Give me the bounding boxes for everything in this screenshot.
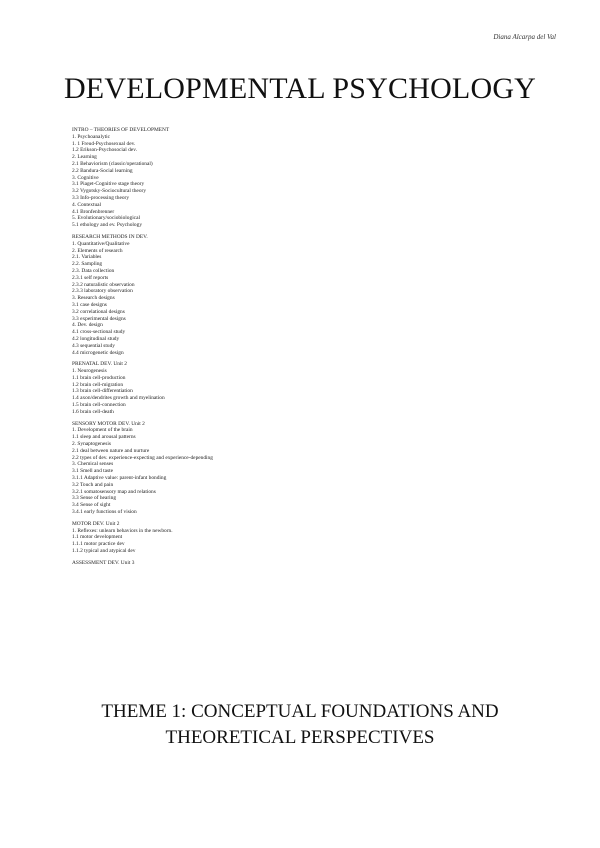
toc-item: 3.2 correlational designs xyxy=(72,308,125,315)
toc-item: 3. Cognitive xyxy=(72,174,99,181)
toc-section-header: INTRO – THEORIES OF DEVELOPMENT xyxy=(72,127,170,133)
toc-item: 1.5 brain cell-connection xyxy=(72,402,126,409)
toc-item: 1. Quantitative/Qualitative xyxy=(72,240,130,247)
toc-item: 1.3 brain cell-differentiation xyxy=(72,388,133,395)
toc-item: 2. Elements of research xyxy=(72,247,123,254)
toc-section xyxy=(72,234,552,356)
toc-item: 3.3 Info-processing theory xyxy=(72,194,130,201)
toc-item: 4.1 Bronfenbrenner xyxy=(72,208,115,215)
toc-item: 1. Neurogenesis xyxy=(72,368,107,375)
toc-section xyxy=(72,127,552,229)
toc-item: 4. Dev. design xyxy=(72,322,103,329)
toc-section xyxy=(72,521,552,555)
toc-item: 4.2 longitudinal study xyxy=(72,335,120,342)
toc-item: 4.3 sequential study xyxy=(72,342,115,349)
toc-item: 4. Contextual xyxy=(72,201,102,208)
toc-item: 2.3.2 naturalistic observation xyxy=(72,281,135,288)
theme-heading-line-1: THEME 1: CONCEPTUAL FOUNDATIONS AND xyxy=(101,701,499,722)
toc-item: 2.2. Sampling xyxy=(72,261,103,268)
author-name: Diana Alcarpa del Val xyxy=(493,33,556,41)
toc-section-header: ASSESSMENT DEV. Unit 3 xyxy=(72,559,135,566)
toc-item: 3.1 case designs xyxy=(72,301,107,308)
toc-item: 1. Reflexes: unlearn behaviors in the newborn. xyxy=(72,527,173,534)
toc-item: 1.4 axon/dendrites growth and myelination xyxy=(72,395,165,402)
toc-item: 1. Development of the brain xyxy=(72,427,133,434)
toc-item: 4.1 cross-sectional study xyxy=(72,329,126,336)
toc-item: 3.3 Sense of hearing xyxy=(72,495,117,502)
toc-section xyxy=(72,560,552,567)
toc-item: 1.2 brain cell-migration xyxy=(72,381,124,388)
toc-item: 3. Research designs xyxy=(72,295,115,302)
toc-item: 3.2 Touch and pain xyxy=(72,481,114,488)
toc-section-header: PRENATAL DEV. Unit 2 xyxy=(72,361,127,368)
document-title: DEVELOPMENTAL PSYCHOLOGY xyxy=(63,72,537,105)
toc-item: 5. Evolutionary/sociobiological xyxy=(72,215,140,222)
toc-item: 1.1.2 typical and atypical dev xyxy=(72,548,136,555)
toc-item: 3.3 experimental designs xyxy=(72,315,126,322)
toc-item: 2.1 deal between nature and nurture xyxy=(72,447,150,454)
table-of-contents xyxy=(72,127,552,572)
toc-item: 3.1 Piaget-Cognitive stage theory xyxy=(72,181,145,188)
toc-section xyxy=(72,361,552,415)
toc-item: 2.1 Behaviorism (classic/operational) xyxy=(72,160,153,167)
toc-item: 4.4 microgenetic design xyxy=(72,349,124,356)
toc-section xyxy=(72,421,552,516)
toc-item: 3.2.1 somatosensory map and relations xyxy=(72,488,156,495)
toc-item: 3.1 Smell and taste xyxy=(72,468,114,475)
toc-item: 3.2 Vygotsky-Sociocultural theory xyxy=(72,188,147,195)
toc-item: 1.1.1 motor practice dev xyxy=(72,541,125,548)
toc-item: 3. Chemical senses xyxy=(72,461,114,468)
toc-item: 2.3.3 laboratory observation xyxy=(72,288,133,295)
toc-item: 1.1 brain cell-production xyxy=(72,374,126,381)
toc-item: 1.6 brain cell-death xyxy=(72,408,114,415)
toc-item: 1. Psychoanalytic xyxy=(72,133,111,140)
toc-item: 5.1 ethology and ev. Psychology xyxy=(72,222,143,229)
toc-item: 2.3. Data collection xyxy=(72,267,115,274)
toc-section-header: SENSORY MOTOR DEV. Unit 2 xyxy=(72,420,145,427)
toc-item: 3.4 Sense of sight xyxy=(72,502,111,509)
toc-item: 3.4.1 early functions of vision xyxy=(72,509,137,516)
toc-item: 2.2 Bandura-Social learning xyxy=(72,167,133,174)
toc-item: 2. Synaptogenesis xyxy=(72,441,111,448)
toc-section-header: MOTOR DEV. Unit 2 xyxy=(72,520,120,527)
toc-item: 2.1. Variables xyxy=(72,254,102,261)
toc-item: 2.3.1 self reports xyxy=(72,274,109,281)
toc-item: 3.1.1 Adaptive value: parent-infant bonding xyxy=(72,475,167,482)
toc-item: 2. Learning xyxy=(72,154,97,161)
theme-heading xyxy=(0,699,600,751)
toc-item: 2.2 types of dev. experience-expecting and experience-depending xyxy=(72,454,213,461)
theme-heading-line-2: THEORETICAL PERSPECTIVES xyxy=(165,727,435,748)
toc-item: 1.1 sleep and arousal patterns xyxy=(72,434,136,441)
toc-item: 1.1 motor development xyxy=(72,534,123,541)
toc-item: 1.2 Erikson-Psychosocial dev. xyxy=(72,147,137,154)
toc-item: 1. 1 Freud-Psychosexual dev. xyxy=(72,140,136,147)
toc-section-header: RESEARCH METHODS IN DEV. xyxy=(72,233,148,240)
